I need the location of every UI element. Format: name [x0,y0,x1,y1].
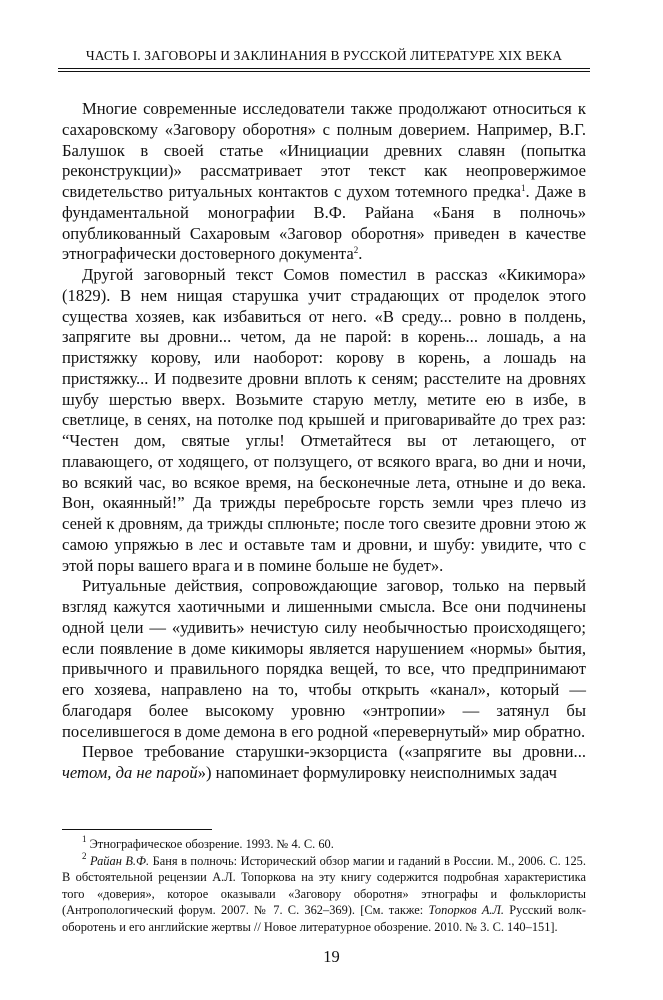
footnote-1: $^1$ Этнографическое обозрение. 1993. № 4. С. 60. [82,834,334,851]
header-rule [58,68,590,69]
paragraph-2: Другой заговорный текст Сомов поместил в рассказ «Кикимора» (1829). В нем нищая старушка учит страдающих от проделок этого существа хозяев, как избавиться от него. «В среду... ровно в полдень, запрягите вы дровни... четом, да не парой: в корень... лошадь, а на пристяжку корову, или наоборот: корову в корень, а лошадь на пристяжку... И подвезите дровни вплоть к сеням; расстелите на дровнях шубу шерстью вверх. Возьмите старую метлу, метите ею в избе, в светлице, в сенях, на потолке под крышей и приговаривайте до трех раз: “Честен дом, святые углы! Отметайтеся вы от летающего, от плавающего, от ходящего, от ползущего, от всякого врага, во дни и ночи, во всякий час, во всякое время, на бесконечные лета, отныне и до века. Вон, окаянный!” Да трижды перебросьте горсть земли чрез плечо из сеней к дровням, да трижды сплюньте; после того свезите дровни этою ж самою упряжью в лес и оставьте там и дровни, и шубу: увидите, что с этой поры вашего врага и в помине больше не будет». [62,265,586,575]
footnote-author: Топорков А.Л. [428,903,505,917]
footnote-ref-2: 2 [353,245,359,256]
main-text [62,99,586,784]
page-number: 19 [323,947,340,966]
footnote-ref-1: 1 [521,183,526,193]
running-header: ЧАСТЬ I. ЗАГОВОРЫ И ЗАКЛИНАНИЯ В РУССКОЙ ЛИТЕРАТУРЕ XIX ВЕКА [85,48,563,63]
header-rule-double [58,71,590,72]
footnotes [62,836,586,935]
italic-phrase: четом, да не парой [62,763,198,782]
footnote-2: $^2$ Райан В.Ф. Баня в полночь: Исторический обзор магии и гаданий в России. М., 2006. С. 125. В обстоятельной рецензии А.Л. Топоркова на эту книгу содержится подробная характеристика того «доверия», которое оказывали «Заговору оборотня» этнографы и фольклористы (Антропологический форум. 2007. № 7. С. 362–369). [См. также: Топорков А.Л. Русский волк-оборотень и его английские жертвы // Новое литературное обозрение. 2010. № 3. С. 140–151]. [62,850,586,934]
paragraph-4: Первое требование старушки-экзорциста («запрягите вы дровни... четом, да не парой») напоминает формулировку неисполнимых задач [62,742,586,782]
footnote-author: Райан В.Ф. [90,853,150,868]
footnote-separator [62,829,212,830]
paragraph-1: Многие современные исследователи также продолжают относиться к сахаровскому «Заговору оборотня» с полным доверием. Например, В.Г. Балушок в своей статье «Инициации древних славян (попытка реконструкции)» рассматривает этот текст как неопровержимое свидетельство ритуальных контактов с духом тотемного предка$^1$. Даже в фундаментальной монографии В.Ф. Райана «Баня в полночь» опубликованный Сахаровым «Заговор оборотня» приведен в качестве этнографически достоверного документа$^2$. [62,99,586,264]
paragraph-3: Ритуальные действия, сопровождающие заговор, только на первый взгляд кажутся хаотичными и лишенными смысла. Все они подчинены одной цели — «удивить» нечистую силу необычностью происходящего; если появление в доме кикиморы является нарушением «нормы» бытия, привычного и правильного порядка вещей, то все, что предпринимают его хозяева, направлено на то, чтобы открыть «канал», который — благодаря более высокому уровню «энтропии» — затянул бы поселившегося в доме демона в его родной «перевернутый» мир обратно. [62,576,586,741]
